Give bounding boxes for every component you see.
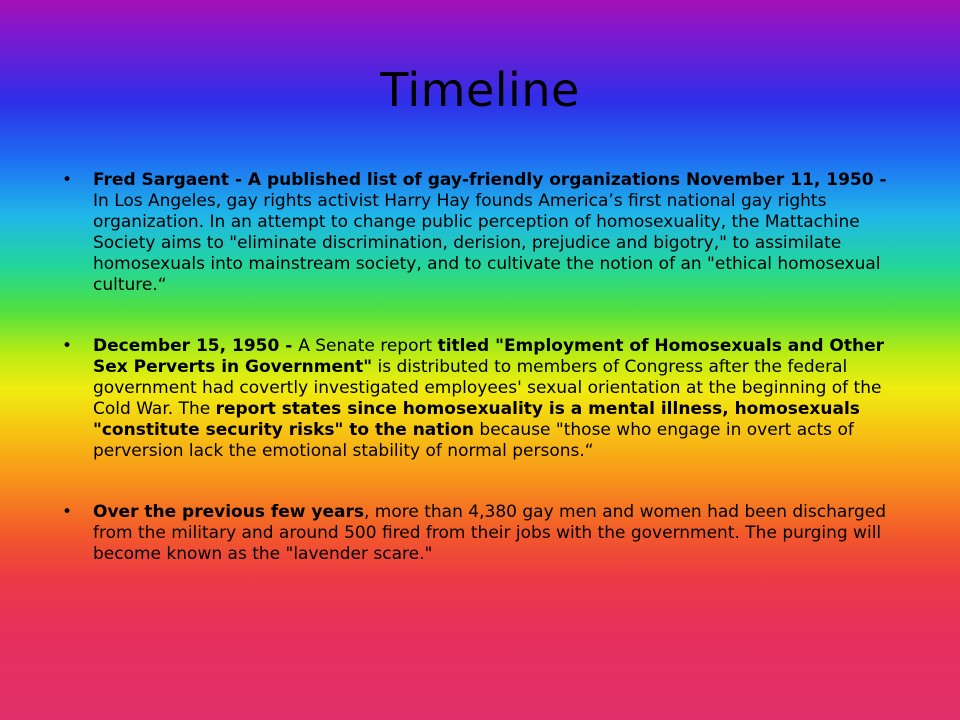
bullet-text-bold: report states since homosexuality is a mental illness, homosexuals "constitute security risks" to the nation: [93, 399, 860, 440]
bullet-icon: •: [62, 336, 73, 356]
bullet-text-bold: Fred Sargaent - A published list of gay-friendly organizations November 11, 1950 -: [93, 170, 887, 190]
bullet-item-lavender-scare: [48, 502, 908, 565]
bullet-text: In Los Angeles, gay rights activist Harry Hay founds America’s first national gay rights organization. In an attempt to change public perception of homosexuality, the Mattachine Society aims to "eliminate discrimination, derision, prejudice and bigotry," to assimilate homosexuals into mainstream society, and to cultivate the notion of an "ethical homosexual culture.“: [93, 191, 881, 295]
bullet-text: is distributed to members of Congress after the federal government had covertly investigated employees' sexual orientation at the beginning of the Cold War. The: [93, 357, 882, 419]
bullet-text: , more than 4,380 gay men and women had been discharged from the military and around 500 fired from their jobs with the government. The purging will become known as the "lavender scare.": [93, 502, 887, 564]
bullet-text-bold: titled "Employment of Homosexuals and Other Sex Perverts in Government": [93, 336, 885, 377]
bullet-text-bold: Over the previous few years: [93, 502, 364, 522]
slide-title: Timeline: [380, 63, 580, 117]
bullet-icon: •: [62, 502, 73, 522]
bullet-item-harry-hay: [48, 170, 908, 296]
bullet-text-bold: December 15, 1950 -: [93, 336, 299, 356]
bullet-list: [48, 170, 908, 605]
bullet-icon: •: [62, 170, 73, 190]
bullet-text: A Senate report: [298, 336, 438, 356]
bullet-text: because "those who engage in overt acts of perversion lack the emotional stability of normal persons.“: [93, 420, 854, 461]
bullet-item-senate-report: [48, 336, 908, 462]
